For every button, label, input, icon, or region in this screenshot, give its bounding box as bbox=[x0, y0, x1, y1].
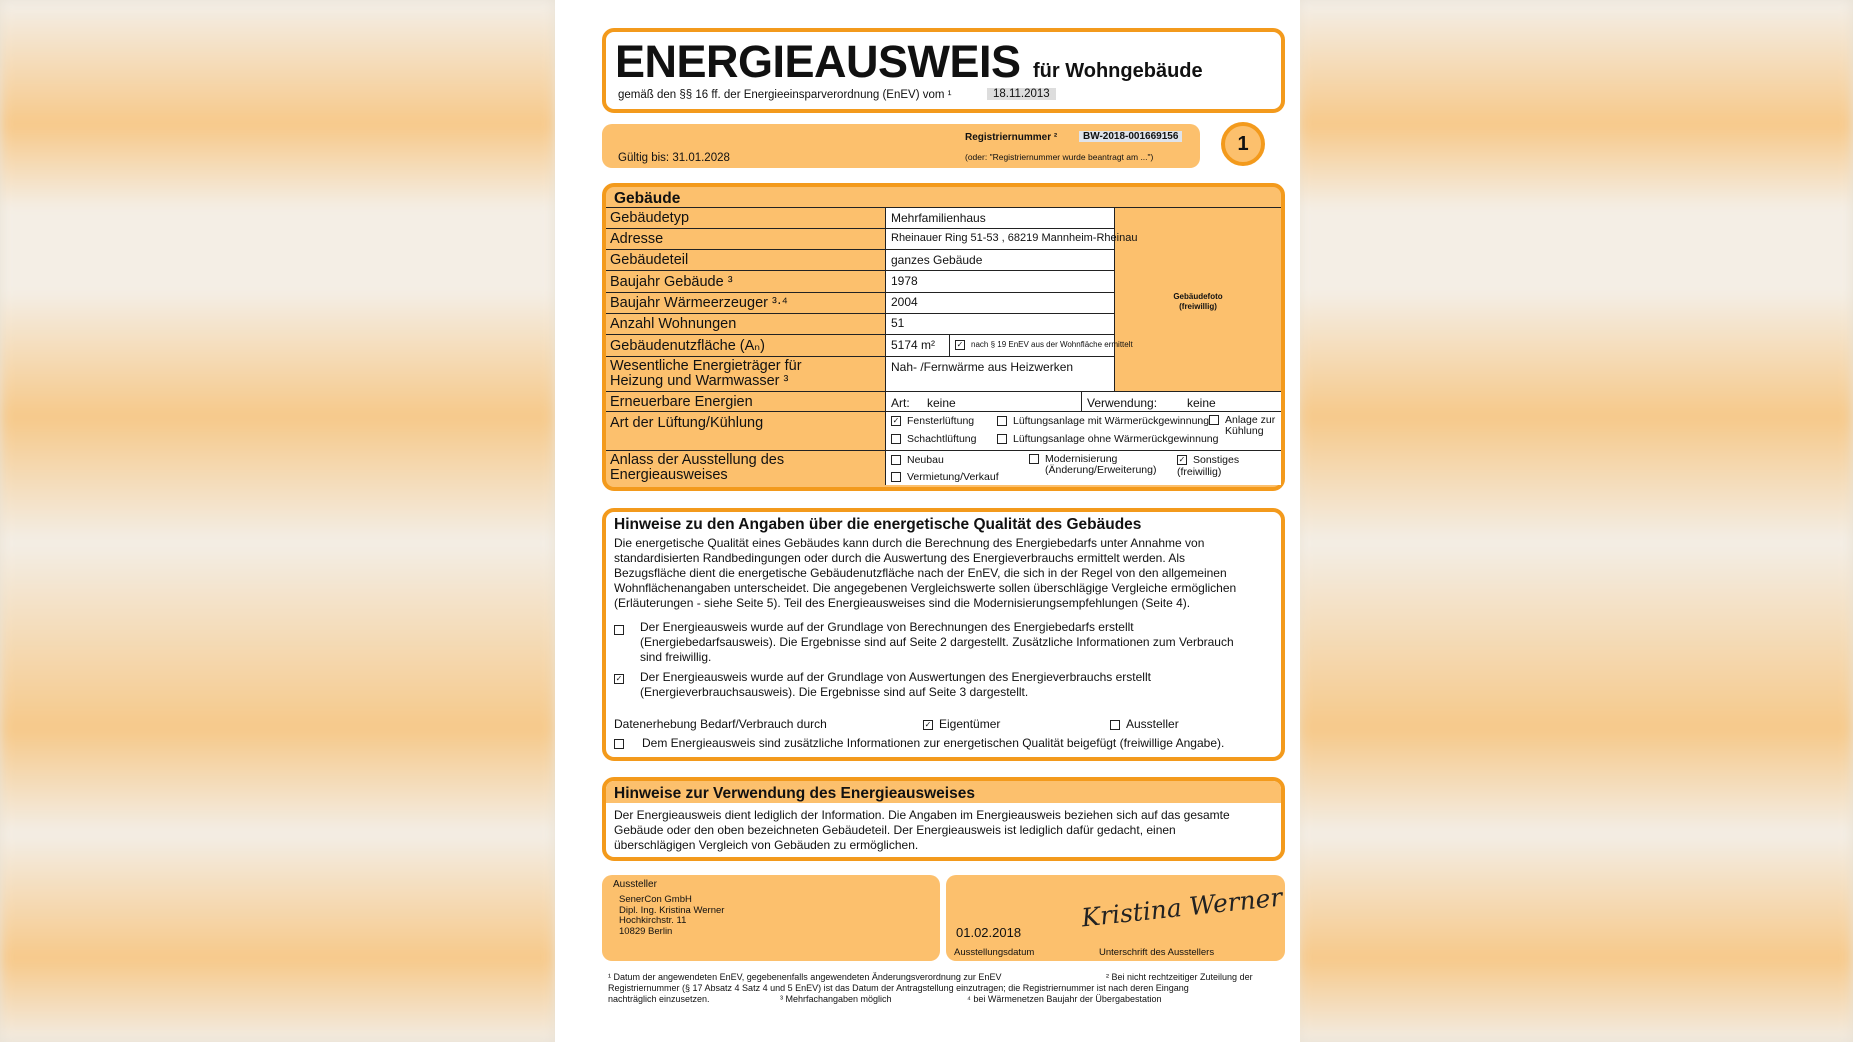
usage-title: Hinweise zur Verwendung des Energieausweises bbox=[614, 785, 975, 802]
value-heater-year: 2004 bbox=[891, 295, 918, 309]
valid-until: Gültig bis: 31.01.2028 bbox=[618, 152, 730, 164]
data-collection-label: Datenerhebung Bedarf/Verbrauch durch bbox=[614, 717, 827, 731]
issuer-address: SenerCon GmbH Dipl. Ing. Kristina Werner Hochkirchstr. 11 10829 Berlin bbox=[619, 894, 725, 937]
vent-cooling-checkbox bbox=[1209, 415, 1219, 425]
renew-use-value: keine bbox=[1187, 396, 1216, 410]
hints-option-demand: Der Energieausweis wurde auf der Grundlage von Berechnungen des Energiebedarfs erstellt (Energiebedarfsausweis). Die Ergebnisse sind auf Seite 2 dargestellt. Zusätzliche Informationen zum Verbrauch sind freiwillig. bbox=[640, 620, 1234, 664]
page-number-badge bbox=[1221, 122, 1265, 166]
photo-sub: (freiwillig) bbox=[1179, 302, 1217, 311]
reason-new-checkbox bbox=[891, 455, 901, 465]
row-label-energy-carrier-2: Heizung und Warmwasser ³ bbox=[610, 373, 789, 389]
vent-option-with-recovery: Lüftungsanlage mit Wärmerückgewinnung bbox=[997, 415, 1209, 427]
hints-title: Hinweise zu den Angaben über die energetische Qualität des Gebäudes bbox=[614, 516, 1142, 533]
row-label-ventilation: Art der Lüftung/Kühlung bbox=[610, 415, 764, 431]
blurred-background-left bbox=[0, 0, 555, 1042]
owner-checkbox: ✓ bbox=[924, 719, 932, 729]
reason-option-modernisation: Modernisierung (Änderung/Erweiterung) bbox=[1029, 454, 1156, 476]
hints-option-consumption: Der Energieausweis wurde auf der Grundlage von Auswertungen des Energieverbrauchs erstellt (Energieverbrauchsausweis). Die Ergebnisse sind auf Seite 3 dargestellt. bbox=[640, 670, 1151, 699]
value-usable-area: 5174 m² bbox=[891, 338, 936, 352]
extra-info-checkbox bbox=[614, 739, 624, 749]
row-label-apartments: Anzahl Wohnungen bbox=[610, 316, 737, 332]
row-label-construction-year: Baujahr Gebäude ³ bbox=[610, 274, 733, 290]
footnote-1: ¹ Datum der angewendeten EnEV, gegebenenfalls angewendeten Änderungsverordnung zur EnEV bbox=[608, 972, 1002, 982]
document-subtitle: für Wohngebäude bbox=[1033, 60, 1203, 82]
renew-use-label: Verwendung: bbox=[1087, 396, 1158, 410]
area-note-checkbox: ✓ bbox=[956, 340, 964, 349]
row-label-address: Adresse bbox=[610, 231, 664, 247]
hints-paragraph: Die energetische Qualität eines Gebäudes kann durch die Berechnung des Energiebedarfs unter Annahme von standardisierten Randbedingungen oder durch die Auswertung des Energieverbrauchs ermittelt werden. Als Bezugsfläche dient die energetische Gebäudenutzfläche nach der EnEV, die sich in der Regel von den allgemeinen Wohnflächenangaben unterscheidet. Die angegebenen Vergleichswerte sollen überschlägige Vergleiche ermöglichen (Erläuterungen - siehe Seite 5). Teil des Energieausweises sind die Modernisierungsempfehlungen (Seite 4). bbox=[614, 536, 1237, 610]
renew-art-label: Art: bbox=[891, 396, 910, 410]
legal-line: gemäß den §§ 16 ff. der Energieeinsparverordnung (EnEV) vom ¹ bbox=[618, 89, 952, 101]
issue-date-label: Ausstellungsdatum bbox=[954, 947, 1035, 958]
renew-art-value: keine bbox=[927, 396, 956, 410]
vent-option-cooling: Anlage zur Kühlung bbox=[1209, 415, 1275, 437]
data-collection-owner: ✓ Eigentümer bbox=[924, 717, 1001, 731]
usage-text: Der Energieausweis dient lediglich der Information. Die Angaben im Energieausweis beziehen sich auf das gesamte Gebäude oder den oben bezeichneten Gebäudeteil. Der Energieausweis ist lediglich dafür gedacht, einen überschlägigen Vergleich von Gebäuden zu ermöglichen. bbox=[614, 808, 1230, 852]
value-apartments: 51 bbox=[891, 316, 905, 330]
registration-note: (oder: "Registriernummer wurde beantragt am ...") bbox=[965, 152, 1154, 162]
value-building-type: Mehrfamilienhaus bbox=[891, 211, 986, 225]
enev-date: 18.11.2013 bbox=[987, 88, 1056, 100]
reason-option-other: ✓ Sonstiges (freiwillig) bbox=[1177, 454, 1240, 478]
row-label-building-part: Gebäudeteil bbox=[610, 252, 689, 268]
vent-option-shaft: Schachtlüftung bbox=[891, 433, 976, 445]
vent-with-recovery-checkbox bbox=[997, 416, 1007, 426]
issuer-label: Aussteller bbox=[613, 879, 657, 890]
vent-option-window: ✓ Fensterlüftung bbox=[892, 415, 975, 427]
row-label-reason-2: Energieausweises bbox=[610, 467, 728, 483]
footnote-6: ⁴ bei Wärmenetzen Baujahr der Übergabestation bbox=[967, 994, 1162, 1004]
page-number: 1 bbox=[1237, 133, 1249, 155]
building-section-title: Gebäude bbox=[614, 190, 681, 207]
photo-label: Gebäudefoto bbox=[1173, 292, 1223, 301]
registration-number: BW-2018-001669156 bbox=[1079, 131, 1182, 142]
blurred-background-right bbox=[1298, 0, 1853, 1042]
building-photo-placeholder bbox=[1115, 292, 1281, 312]
reason-other-checkbox: ✓ bbox=[1178, 455, 1186, 465]
value-construction-year: 1978 bbox=[891, 274, 918, 288]
hints-option-consumption-checkbox: ✓ bbox=[615, 673, 623, 683]
hints-option-demand-checkbox bbox=[614, 621, 630, 639]
registration-label: Registriernummer ² bbox=[965, 132, 1058, 143]
footnote-3: Registriernummer (§ 17 Absatz 4 Satz 4 und 5 EnEV) ist das Datum der Antragstellung einzutragen; die Registriernummer ist nach deren Eingang bbox=[608, 983, 1189, 993]
footnote-4: nachträglich einzusetzen. bbox=[608, 994, 710, 1004]
signature: Kristina Werner bbox=[1080, 882, 1284, 933]
issuer-checkbox bbox=[1110, 720, 1120, 730]
row-label-heater-year: Baujahr Wärmeerzeuger ³·⁴ bbox=[610, 295, 788, 311]
vent-without-recovery-checkbox bbox=[997, 434, 1007, 444]
vent-shaft-checkbox bbox=[891, 434, 901, 444]
reason-modernisation-checkbox bbox=[1029, 454, 1039, 464]
vent-option-without-recovery: Lüftungsanlage ohne Wärmerückgewinnung bbox=[997, 433, 1218, 445]
row-label-reason-1: Anlass der Ausstellung des bbox=[610, 452, 785, 468]
area-note-text: nach § 19 EnEV aus der Wohnfläche ermittelt bbox=[971, 340, 1133, 350]
row-label-usable-area: Gebäudenutzfläche (Aₙ) bbox=[610, 338, 765, 354]
extra-info-line: Dem Energieausweis sind zusätzliche Informationen zur energetischen Qualität beigefügt (freiwillige Angabe). bbox=[614, 736, 1224, 751]
value-building-part: ganzes Gebäude bbox=[891, 253, 983, 267]
energy-certificate-page bbox=[555, 0, 1300, 1042]
signature-label: Unterschrift des Ausstellers bbox=[1099, 947, 1215, 958]
vent-window-checkbox: ✓ bbox=[892, 416, 900, 426]
row-label-energy-carrier-1: Wesentliche Energieträger für bbox=[610, 358, 802, 374]
row-label-building-type: Gebäudetyp bbox=[610, 210, 690, 226]
footnote-2: ² Bei nicht rechtzeitiger Zuteilung der bbox=[1106, 972, 1253, 982]
reason-option-new: Neubau bbox=[891, 454, 944, 466]
reason-option-rent-sale: Vermietung/Verkauf bbox=[891, 471, 999, 483]
row-label-renewables: Erneuerbare Energien bbox=[610, 394, 753, 410]
footnote-5: ³ Mehrfachangaben möglich bbox=[780, 994, 892, 1004]
value-address: Rheinauer Ring 51-53 , 68219 Mannheim-Rheinau bbox=[891, 232, 1138, 244]
reason-rent-sale-checkbox bbox=[891, 472, 901, 482]
value-energy-carrier: Nah- /Fernwärme aus Heizwerken bbox=[891, 360, 1074, 374]
data-collection-issuer: Aussteller bbox=[1110, 717, 1179, 732]
document-title: ENERGIEAUSWEIS bbox=[615, 36, 1021, 87]
building-table bbox=[606, 207, 1281, 485]
issue-date: 01.02.2018 bbox=[956, 925, 1022, 940]
area-note bbox=[955, 340, 1133, 350]
